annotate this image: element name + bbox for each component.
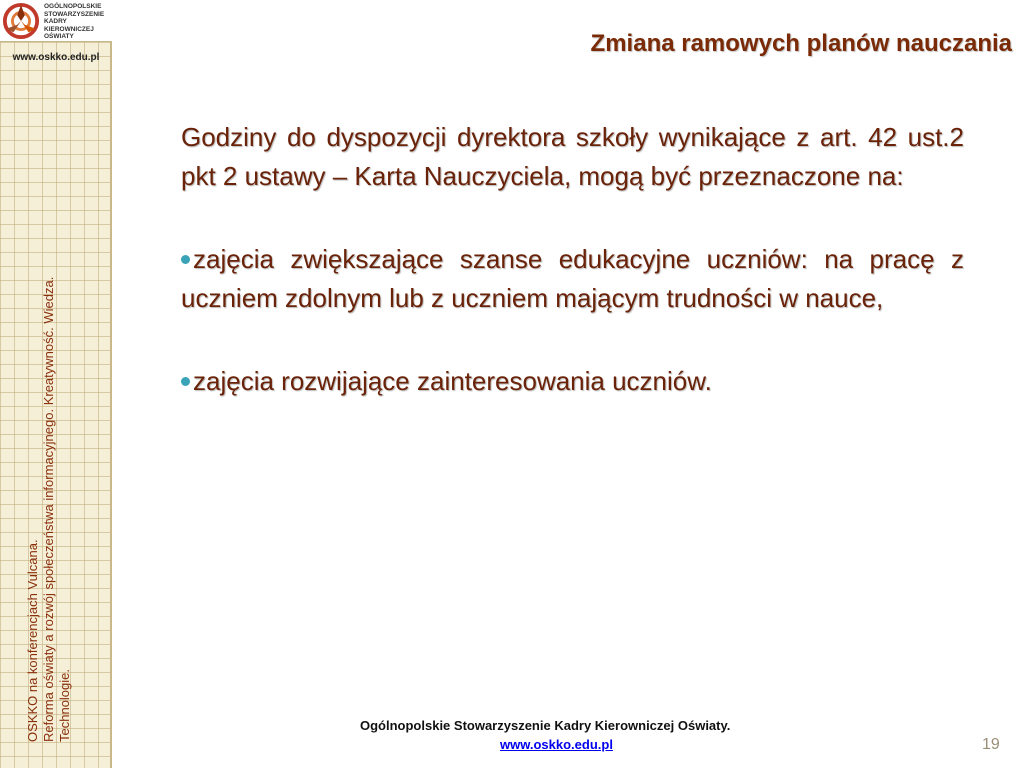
bullet-icon [181,255,190,264]
page-number: 19 [982,736,1000,753]
footer-organization: Ogólnopolskie Stowarzyszenie Kadry Kierowniczej Oświaty. [360,718,731,733]
sidebar-vertical-line-1: OSKKO na konferencjach Vulcana. [25,539,40,742]
slide-content [181,118,964,445]
bullet-icon [181,377,190,386]
intro-paragraph: Godziny do dyspozycji dyrektora szkoły wynikające z art. 42 ust.2 pkt 2 ustawy – Karta Nauczyciela, mogą być przeznaczone na: [181,122,964,191]
logo [0,0,112,42]
bullet-text: zajęcia zwiększające szanse edukacyjne uczniów: na pracę z uczniem zdolnym lub z uczniem mającym trudności w nauce, [181,244,964,313]
sidebar-grid [0,0,112,768]
sidebar-site-url: www.oskko.edu.pl [12,52,100,63]
logo-icon [2,2,40,40]
bullet-item [181,240,964,318]
slide-title: Zmiana ramowych planów nauczania [590,30,1012,57]
sidebar-vertical-line-2: Reforma oświaty a rozwój społeczeństwa informacyjnego. Kreatywność. Wiedza. [41,276,56,742]
sidebar-vertical-line-3: Technologie. [57,669,72,742]
bullet-item [181,362,964,401]
logo-text: OGÓLNOPOLSKIE STOWARZYSZENIE KADRY KIEROWNICZEJ OŚWIATY [44,3,105,40]
bullet-text: zajęcia rozwijające zainteresowania uczniów. [193,366,712,396]
footer-website-link[interactable]: www.oskko.edu.pl [500,737,613,752]
sidebar-vertical-text [25,202,73,742]
